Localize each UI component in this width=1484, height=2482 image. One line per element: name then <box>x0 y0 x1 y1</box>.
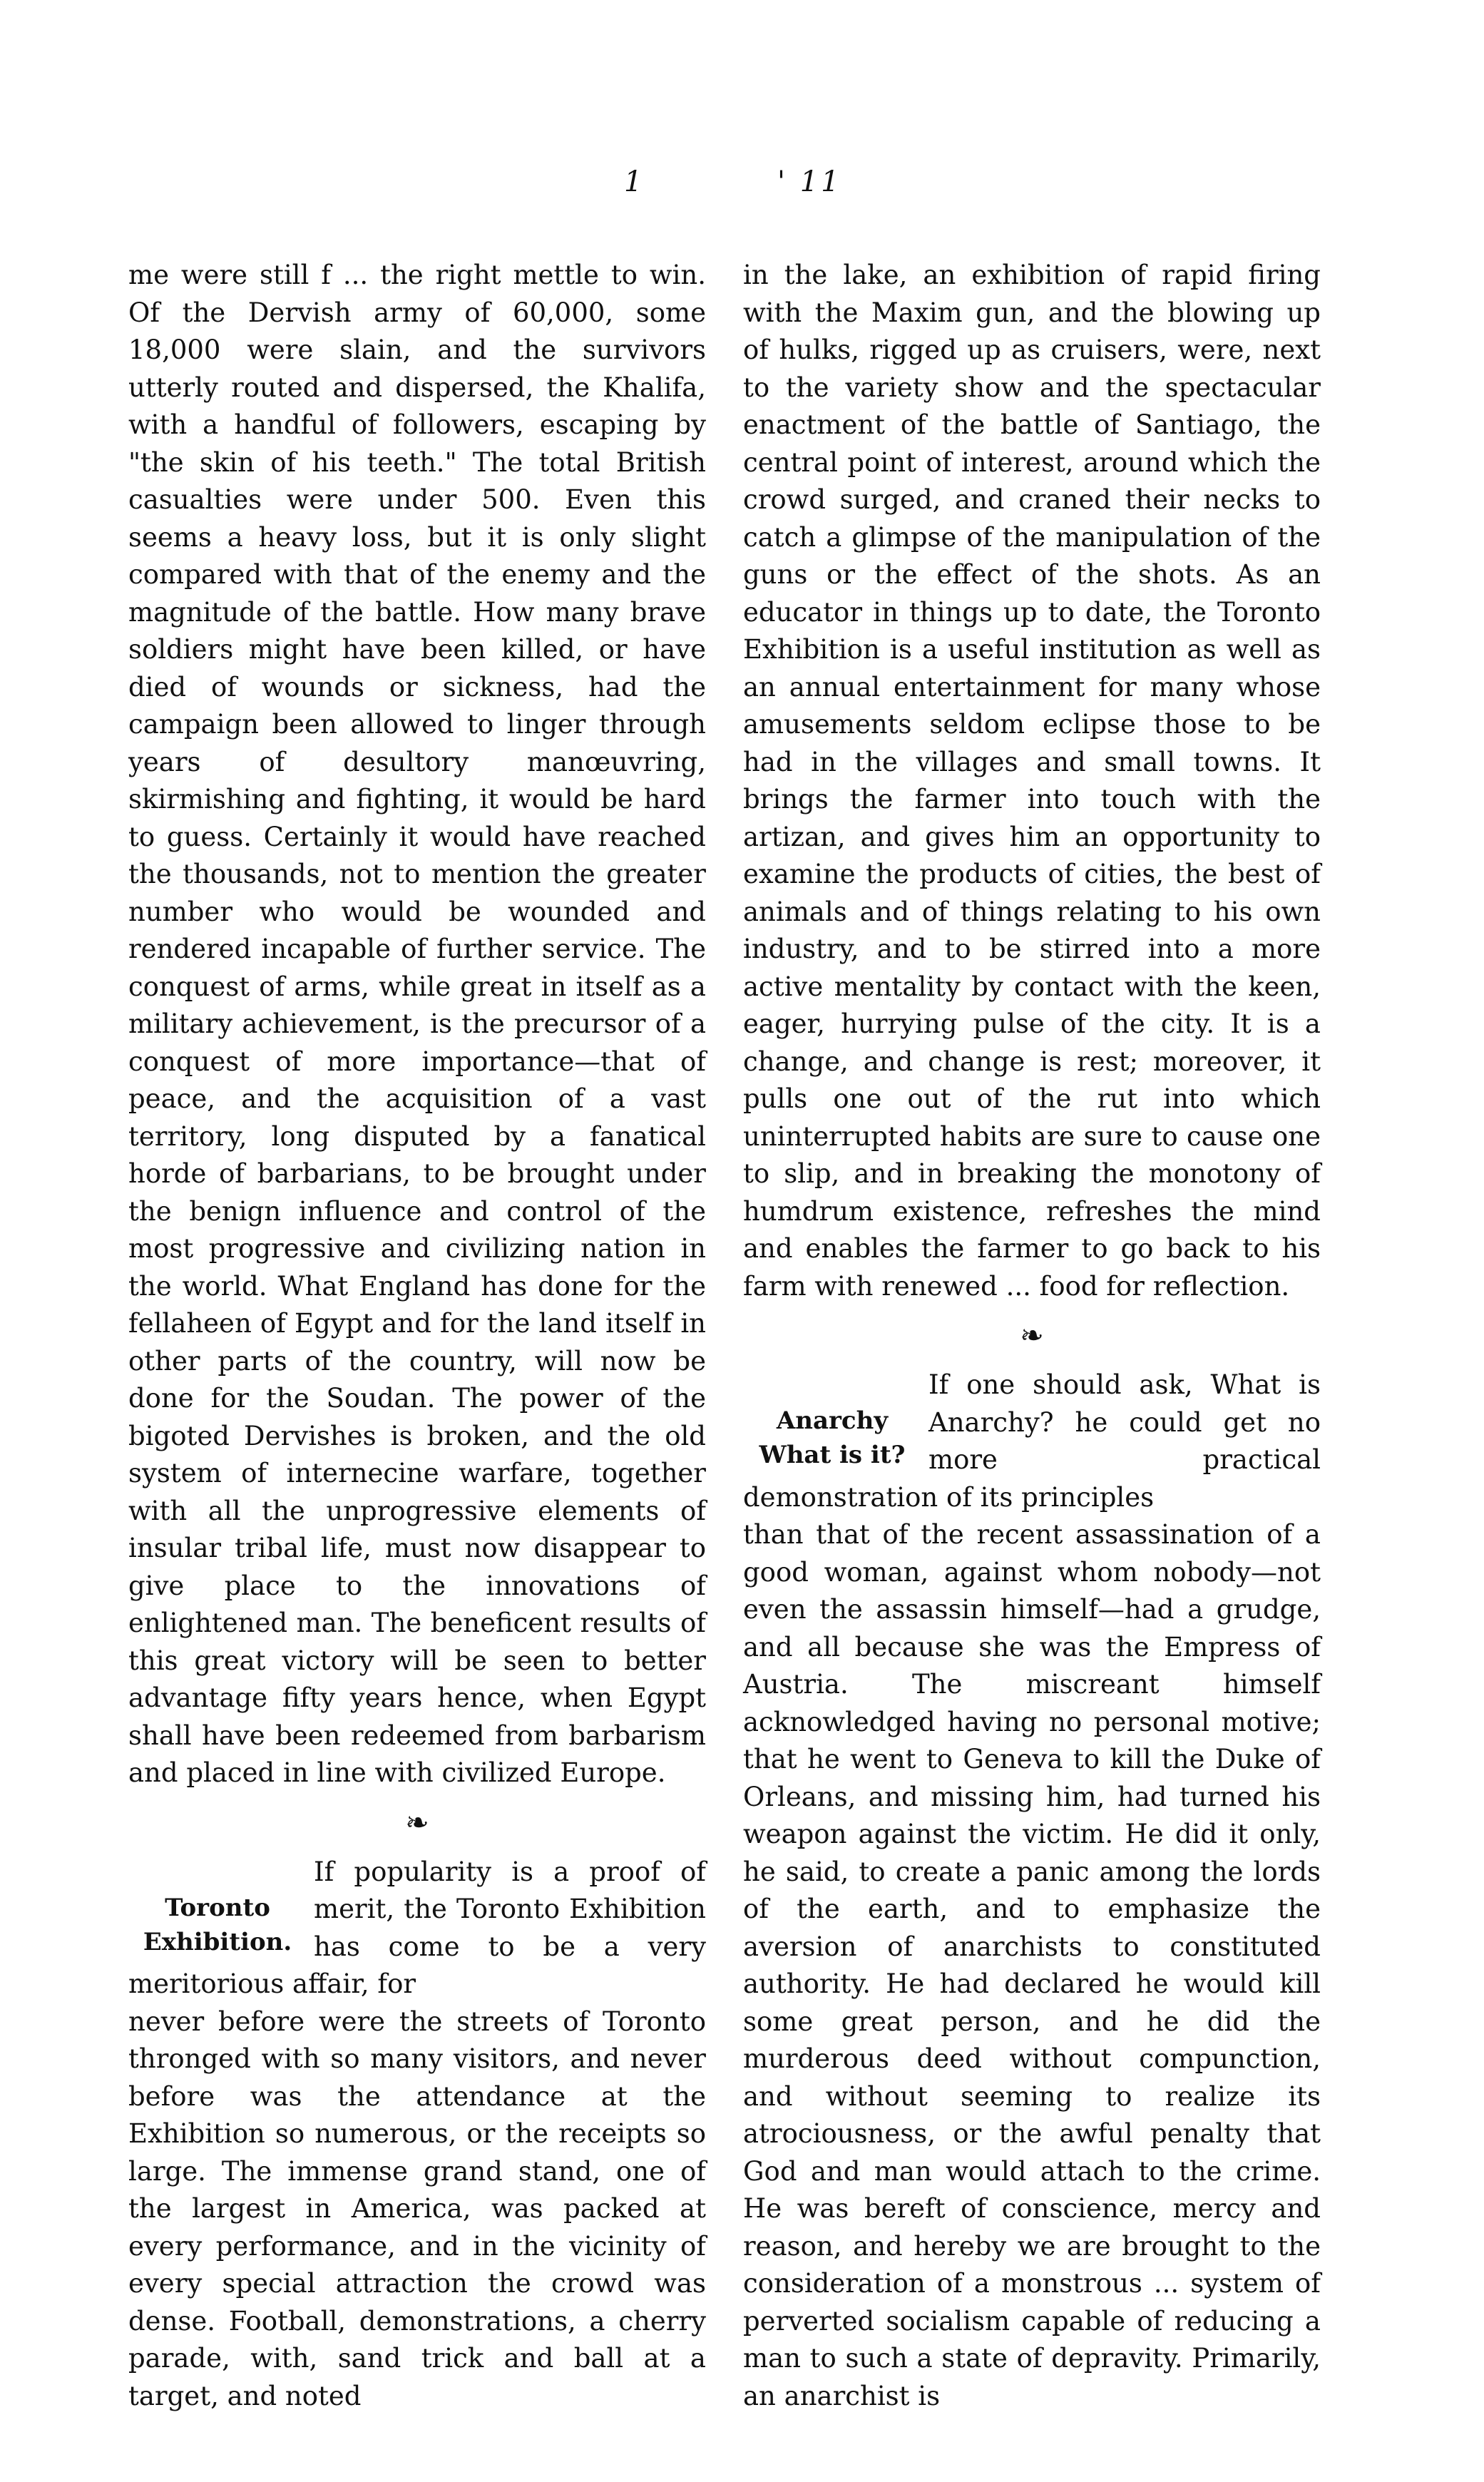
section-text-rest: never before were the streets of Toronto thronged with so many visitors, and never before was the attendance at the Exhibition so numerous, or the receipts so large. The immense grand stand, one of the largest in America, was packed at every performance, and in the vicinity of every special attraction the crowd was dense. Football, demonstrations, a cherry parade, with, sand trick and ball at a target, and noted <box>128 2006 706 2411</box>
section-text-rest: than that of the recent assassination of a good woman, against whom nobody—not even the assassin himself—had a grudge, and all because she was the Empress of Austria. The miscreant himself acknowledged having no personal motive; that he went to Geneva to kill the Duke of Orleans, and missing him, had turned his weapon against the victim. He did it only, he said, to create a panic among the lords of the earth, and to emphasize the aversion of anarchists to constituted authority. He had declared he would kill some great person, and he did the murderous deed without compunction, and without seeming to realize its atrociousness, or the awful penalty that God and man would attach to the crime. He was bereft of conscience, mercy and reason, and hereby we are brought to the consideration of a monstrous ... system of perverted socialism capable of reducing a man to such a state of depravity. Primarily, an anarchist is <box>743 1519 1321 2411</box>
section-text-lead: If one should ask, What is Anarchy? he could get no more practical demonstration of its principles <box>743 1369 1321 1513</box>
page-header <box>0 165 1484 208</box>
right-paragraph-1: in the lake, an exhibition of rapid firing with the Maxim gun, and the blowing up of hulks, rigged up as cruisers, were, next to the variety show and the spectacular enactment of the battle of Santiago, the central point of interest, around which the crowd surged, and craned their necks to catch a glimpse of the manipulation of the guns or the effect of the shots. As an educator in things up to date, the Toronto Exhibition is a useful institution as well as an annual entertainment for many whose amusements seldom eclipse those to be had in the villages and small towns. It brings the farmer into touch with the artizan, and gives him an opportunity to examine the products of cities, the best of animals and of things relating to his own industry, and to be stirred into a more active mentality by contact with the keen, eager, hurrying pulse of the city. It is a change, and change is rest; moreover, it pulls one out of the rut into which uninterrupted habits are sure to cause one to slip, and in breaking the monotony of humdrum existence, refreshes the mind and enables the farmer to go back to his farm with renewed ... food for reflection. <box>743 260 1321 1302</box>
section-text-lead: If popularity is a proof of merit, the Toronto Exhibition has come to be a very meritorious affair, for <box>128 1856 706 1999</box>
section-toronto-exhibition <box>128 1854 706 2416</box>
issue-reference: ' 11 <box>777 165 842 198</box>
fleuron-ornament-icon: ❧ <box>1020 1319 1044 1352</box>
fleuron-ornament-icon: ❧ <box>405 1806 429 1839</box>
page-number: 1 <box>624 165 643 198</box>
left-column <box>128 257 706 2415</box>
left-paragraph-1: me were still f ... the right mettle to win. Of the Dervish army of 60,000, some 18,000 were slain, and the survivors utterly routed and dispersed, the Khalifa, with a handful of followers, escaping by "the skin of his teeth." The total British casualties were under 500. Even this seems a heavy loss, but it is only slight compared with that of the enemy and the magnitude of the battle. How many brave soldiers might have been killed, or have died of wounds or sickness, had the campaign been allowed to linger through years of desultory manœuvring, skirmishing and fighting, it would be hard to guess. Certainly it would have reached the thousands, not to mention the greater number who would be wounded and rendered incapable of further service. The conquest of arms, while great in itself as a military achievement, is the precursor of a conquest of more importance—that of peace, and the acquisition of a vast territory, long disputed by a fanatical horde of barbarians, to be brought under the benign influence and control of the most progressive and civilizing nation in the world. What England has done for the fellaheen of Egypt and for the land itself in other parts of the country, will now be done for the Soudan. The power of the bigoted Dervishes is broken, and the old system of internecine warfare, together with all the unprogressive elements of insular tribal life, must now disappear to give place to the innovations of enlightened man. The beneficent results of this great victory will be seen to better advantage fifty years hence, when Egypt shall have been redeemed from barbarism and placed in line with civilized Europe. <box>128 260 706 1788</box>
side-heading-anarchy: Anarchy What is it? <box>759 1406 906 1469</box>
right-column <box>743 257 1321 2415</box>
section-anarchy <box>743 1367 1321 2415</box>
side-heading-toronto-exhibition: Toronto Exhibition. <box>143 1893 292 1956</box>
